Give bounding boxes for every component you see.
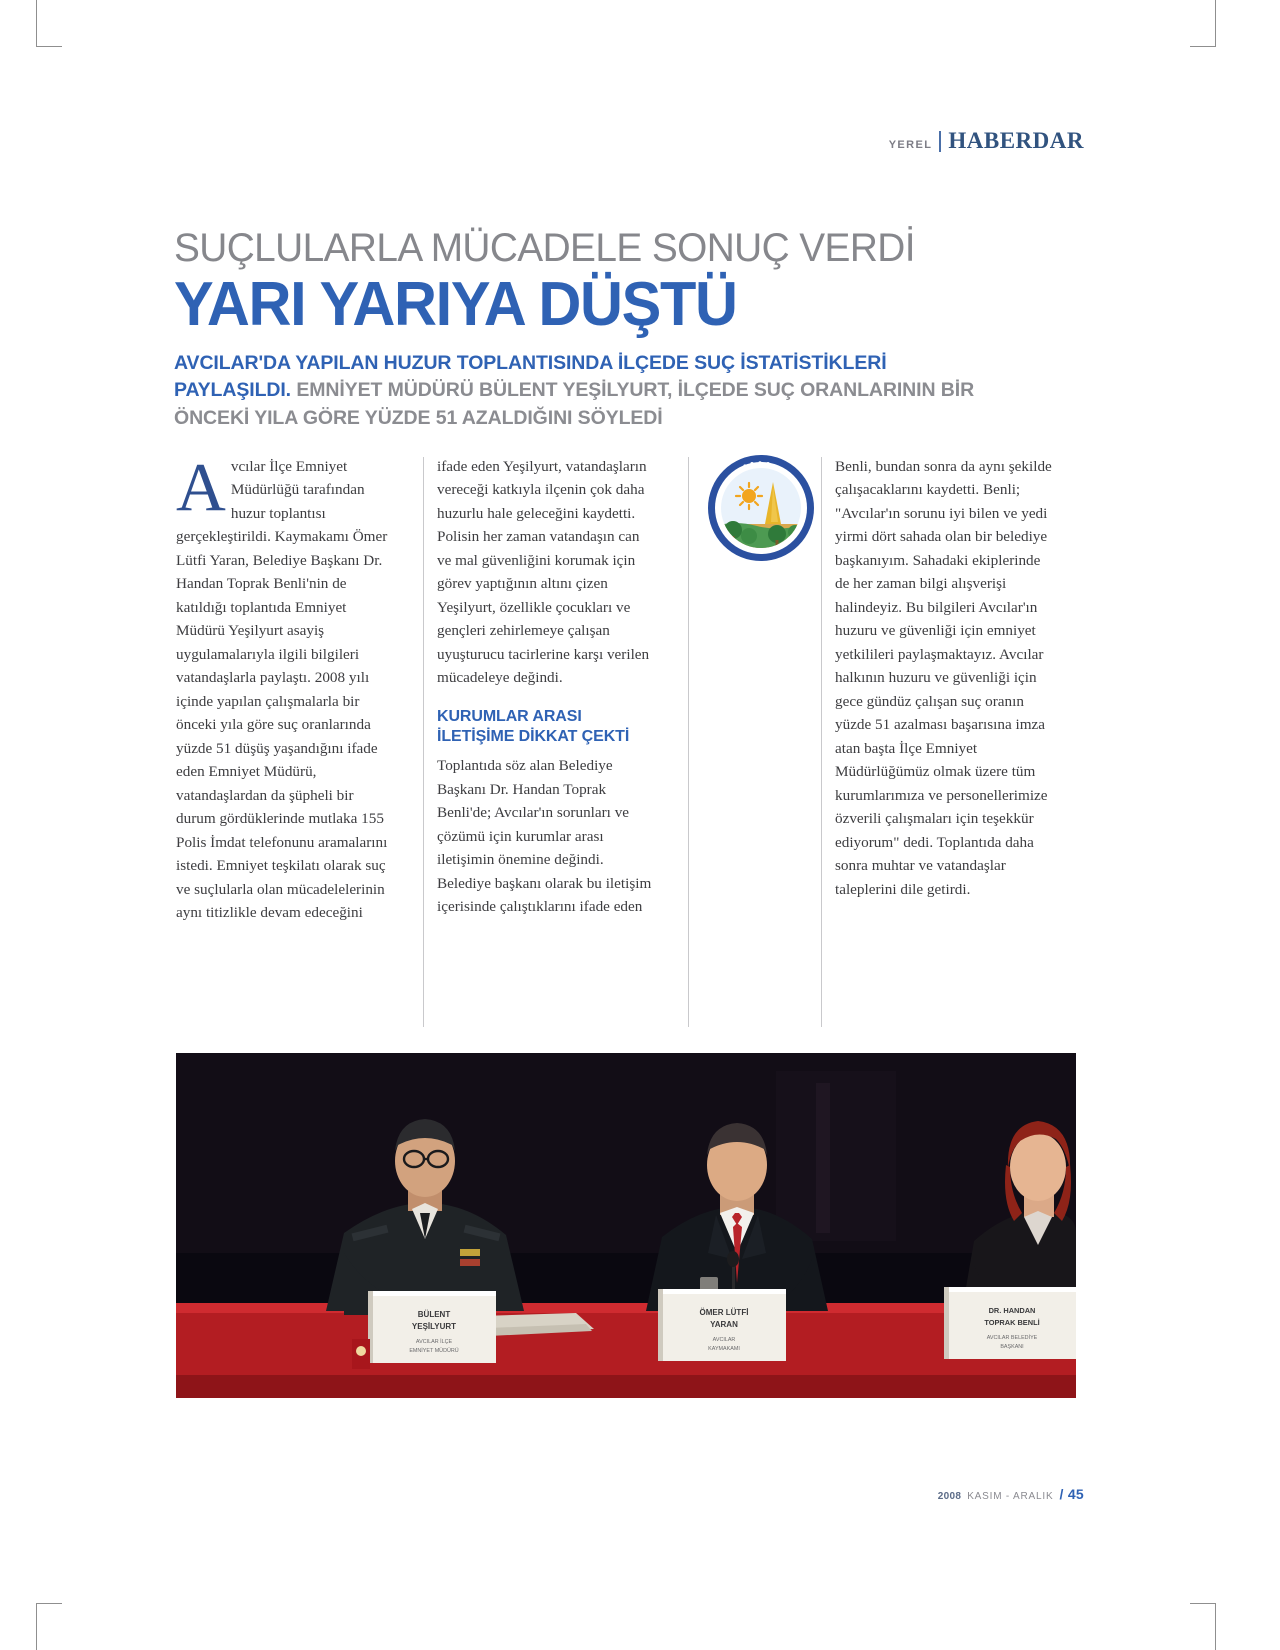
article-column-1 [176,449,395,925]
crop-mark-bottom-right-h [1190,1603,1216,1604]
section-subheading [437,707,656,747]
desk-flag [352,1339,370,1369]
avcilar-belediyesi-emblem [705,452,817,564]
emblem-graphic [705,452,817,564]
column-divider-3 [821,457,822,1027]
drop-cap: A [176,449,226,525]
subheading-line-1: KURUMLAR ARASI [437,707,582,725]
svg-text:DR. HANDAN: DR. HANDAN [988,1306,1036,1315]
svg-text:BÜLENT: BÜLENT [417,1310,451,1319]
column-3-paragraph: Benli, bundan sonra da aynı şekilde çalışacaklarını kaydetti. Benli; "Avcılar'ın sorunu iyi bilen ve yedi yirmi dört sahada olan bir belediye başkanıyım. Sahadaki ekiplerinde de her zaman bilgi alışverişi halindeyiz. Bu bilgileri Avcılar'ın huzuru ve güvenliği için emniyet yetkilileri paylaşmaktayız. Avcılar halkının huzuru ve güvenliği için gece gündüz çalışan suç oranın yüzde 51 azalması başarısına imza atan başta İlçe Emniyet Müdürlüğümüz olmak üzere tüm kurumlarımıza ve personellerimize özverili çalışmaları için teşekkür ediyorum" dedi. Toplantıda daha sonra muhtar ve vatandaşlar taleplerini dile getirdi. [835,458,1052,898]
svg-text:AVCILAR: AVCILAR [712,1337,736,1343]
crop-mark-top-left-h [36,46,62,47]
masthead-prefix: YEREL [888,139,933,151]
headline-kicker: SUÇLULARLA MÜCADELE SONUÇ VERDİ [174,226,915,270]
headline-block [174,228,1054,433]
deck-emphasis: AVCILAR'DA YAPILAN HUZUR TOPLANTISINDA İLÇEDE SUÇ İSTATİSTİKLERİ PAYLAŞILDI. [174,351,887,402]
svg-text:YEŞİLYURT: YEŞİLYURT [411,1322,457,1331]
page-footer [938,1486,1084,1502]
crop-mark-top-right-h [1190,46,1216,47]
svg-text:TOPRAK BENLİ: TOPRAK BENLİ [984,1318,1040,1327]
article-columns [176,449,1076,1035]
column-divider-2 [688,457,689,1027]
column-2-paragraph-bottom: Toplantıda söz alan Belediye Başkanı Dr. Handan Toprak Benli'de; Avcılar'ın sorunları ve çözümü için kurumlar arası iletişimin önemine değindi. Belediye başkanı olarak bu iletişim içerisinde çalıştıklarını ifade eden [437,757,652,916]
svg-text:AVCILAR BELEDİYE: AVCILAR BELEDİYE [986,1335,1038,1341]
page-title: YARI YARIYA DÜŞTÜ [174,269,737,339]
footer-months: KASIM - ARALIK [967,1491,1054,1502]
crop-mark-bottom-left [36,1604,37,1650]
svg-text:EMNİYET MÜDÜRÜ: EMNİYET MÜDÜRÜ [409,1348,459,1354]
article-column-2 [437,455,656,919]
column-1-text: vcılar İlçe Emniyet Müdürlüğü tarafından huzur toplantısı gerçekleştirildi. Kaymakamı Ömer Lütfi Yaran, Belediye Başkanı Dr. Handan Toprak Benli'nin de katıldığı toplantıda Emniyet Müdürü Yeşilyurt asayiş uygulamalarıyla ilgili bilgileri vatandaşlarla paylaştı. 2008 yılı içinde yapılan çalışmalarla bir önceki yıla göre suç oranlarında yüzde 51 düşüş yaşandığını ifade eden Emniyet Müdürü, vatandaşlardan da şüpheli bir durum gördüklerinde mutlaka 155 Polis İmdat telefonunu aramalarını istedi. Emniyet teşkilatı olarak suç ve suçlularla olan mücadelelerinin aynı titizlikle devam edeceğini [176,458,388,922]
nameplate-baskan [944,1287,1076,1359]
crop-mark-bottom-left-h [36,1603,62,1604]
svg-text:BAŞKANI: BAŞKANI [1000,1344,1024,1350]
svg-text:ÖMER LÜTFİ: ÖMER LÜTFİ [699,1308,749,1317]
nameplate-officer [368,1285,496,1363]
headline-deck [174,350,1004,433]
deck-normal: EMNİYET MÜDÜRÜ BÜLENT YEŞİLYURT, İLÇEDE SUÇ ORANLARININ BİR ÖNCEKİ YILA GÖRE YÜZDE 51 AZALDIĞINI SÖYLEDİ [174,379,975,429]
nameplate-kaymakam [658,1289,786,1361]
article-column-3 [835,455,1054,901]
column-divider-1 [423,457,424,1027]
masthead-divider [939,131,941,152]
footer-year: 2008 [937,1491,962,1502]
svg-text:YARAN: YARAN [710,1320,738,1329]
masthead-brand: HABERDAR [948,128,1084,153]
huzur-toplantisi-photo [176,1053,1076,1398]
crop-mark-bottom-right [1215,1604,1216,1650]
subheading-line-2: İLETİŞİME DİKKAT ÇEKTİ [437,728,630,745]
column-1-paragraph [176,449,395,925]
column-2-paragraph-top: ifade eden Yeşilyurt, vatandaşların vereceği katkıyla ilçenin çok daha huzurlu hale geleceğini kaydetti. Polisin her zaman vatandaşın can ve mal güvenliğini korumak için görev yaptığının altını çizen Yeşilyurt, özellikle çocukları ve gençleri zehirlemeye çalışan uyuşturucu tacirlerine karşı verilen mücadeleye değindi. [437,458,650,687]
svg-text:KAYMAKAMI: KAYMAKAMI [708,1346,740,1352]
footer-page-number: / 45 [1059,1486,1084,1502]
photo-graphic [176,1053,1076,1398]
masthead [889,128,1084,154]
crop-mark-top-left [36,0,37,46]
crop-mark-top-right [1215,0,1216,46]
svg-text:AVCILAR İLÇE: AVCILAR İLÇE [415,1339,453,1345]
